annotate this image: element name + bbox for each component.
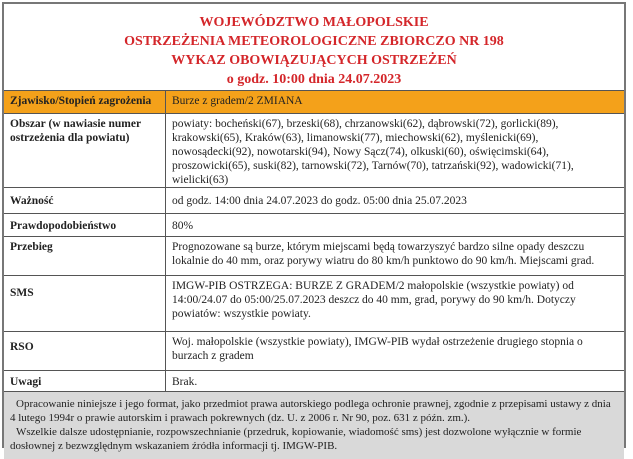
row-validity — [4, 187, 624, 213]
row-value: Prognozowane są burze, którym miejscami będą towarzyszyć bardzo silne opady deszczu lokalnie do 40 mm, oraz porywy wiatru do 80 km/h punktowo do 90 km/h. Miejscami grad. — [172, 241, 595, 267]
warning-number-title: OSTRZEŻENIA METEOROLOGICZNE ZBIORCZO NR 198 — [124, 34, 504, 49]
list-title: WYKAZ OBOWIĄZUJĄCYCH OSTRZEŻEŃ — [171, 53, 457, 68]
row-value: Burze z gradem/2 ZMIANA — [172, 95, 303, 107]
row-value: 80% — [172, 220, 194, 232]
row-label: Zjawisko/Stopień zagrożenia — [4, 91, 166, 113]
row-value: Brak. — [172, 376, 198, 388]
row-rso — [4, 331, 624, 370]
row-label: RSO — [4, 332, 166, 370]
document-header — [4, 4, 624, 90]
copyright-footer — [4, 391, 624, 459]
row-label: Obszar (w nawiasie numer ostrzeżenia dla powiatu) — [4, 114, 166, 187]
row-probability — [4, 213, 624, 236]
row-value: IMGW-PIB OSTRZEGA: BURZE Z GRADEM/2 małopolskie (wszystkie powiaty) od 14:00/24.07 do 05:00/25.07.2023 deszcz do 40 mm, grad, porywy do 90 km/h. Dotyczy powiatów: wszystkie powiaty. — [172, 280, 576, 320]
row-value: od godz. 14:00 dnia 24.07.2023 do godz. 05:00 dnia 25.07.2023 — [172, 195, 467, 207]
row-label: Uwagi — [4, 371, 166, 391]
row-label: SMS — [4, 276, 166, 331]
row-phenomenon — [4, 90, 624, 113]
region-title: WOJEWÓDZTWO MAŁOPOLSKIE — [199, 15, 429, 30]
copyright-notice: Opracowanie niniejsze i jego format, jako przedmiot prawa autorskiego podlega ochronie prawnej, zgodnie z przepisami ustawy z dnia 4 lutego 1994r o prawie autorskim i prawach pokrewnych (dz. U. z 2006 r. Nr 90, poz. 631 z późn. zm.). — [10, 398, 611, 424]
row-label: Prawdopodobieństwo — [4, 214, 166, 236]
row-area — [4, 113, 624, 187]
row-remarks — [4, 370, 624, 391]
warning-document — [2, 2, 626, 452]
redistribution-notice: Wszelkie dalsze udostępnianie, rozpowszechnianie (przedruk, kopiowanie, wiadomość sms) jest dozwolone wyłącznie w formie dosłownej z bezwzględnym wskazaniem źródła informacji tj. IMGW-PIB. — [10, 426, 582, 452]
row-value: Woj. małopolskie (wszystkie powiaty), IMGW-PIB wydał ostrzeżenie drugiego stopnia o burzach z gradem — [172, 336, 583, 362]
row-label: Ważność — [4, 188, 166, 213]
row-sms — [4, 275, 624, 331]
row-value: powiaty: bocheński(67), brzeski(68), chrzanowski(62), dąbrowski(72), gorlicki(89), krakowski(65), Kraków(63), limanowski(77), miechowski(62), myślenicki(69), nowosądecki(92), nowotarski(94), Nowy Sącz(74), olkuski(60), oświęcimski(64), proszowicki(65), suski(82), tarnowski(72), Tarnów(70), tatrzański(92), wadowicki(71), wielicki(63) — [172, 118, 574, 186]
row-course — [4, 236, 624, 275]
issue-time: o godz. 10:00 dnia 24.07.2023 — [226, 72, 402, 87]
row-label: Przebieg — [4, 237, 166, 275]
